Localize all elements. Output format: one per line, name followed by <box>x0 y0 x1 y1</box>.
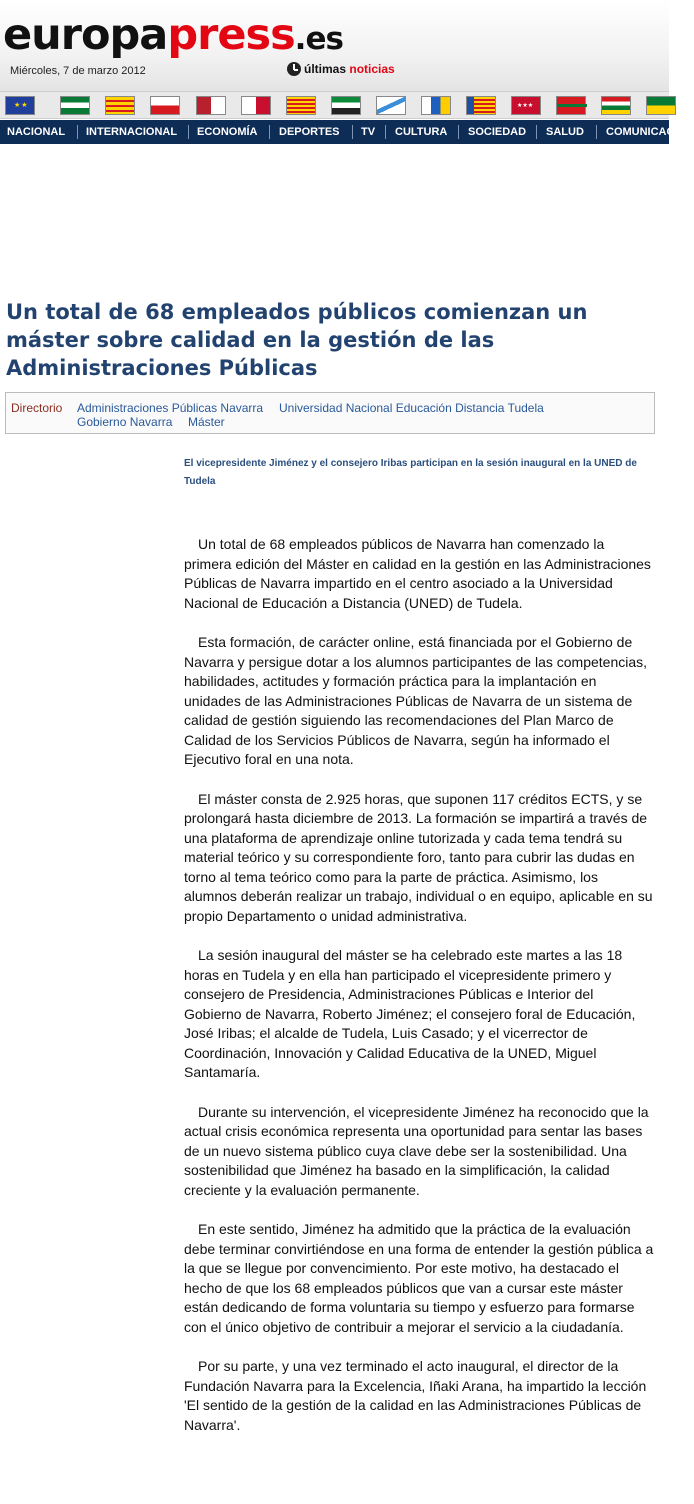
article-headline: Un total de 68 empleados públicos comienzan un máster sobre calidad en la gestión de las Administraciones Públicas <box>6 300 588 380</box>
current-date: Miércoles, 7 de marzo 2012 <box>10 65 146 77</box>
comunidad-valenciana-flag-icon[interactable] <box>466 96 496 115</box>
paragraph: Esta formación, de carácter online, está financiada por el Gobierno de Navarra y persigue dotar a los alumnos participantes de las competencias, habilidades, actitudes y formación práctica para la implantación en unidades de las Administraciones Públicas de Navarra de un sistema de calidad de gestión siguiendo las recomendaciones del Plan Marco de Calidad de los Servicios Públicos de Navarra, según ha informado el Ejecutivo foral en una nota. <box>184 634 648 767</box>
article-body <box>184 535 654 1455</box>
ultimas-noticias-link[interactable]: últimas noticias <box>287 62 395 76</box>
castilla-leon-flag-icon[interactable] <box>241 96 271 115</box>
madrid-flag-icon[interactable] <box>511 96 541 115</box>
directorio-link-gobierno-navarra[interactable]: Gobierno Navarra <box>77 415 173 429</box>
regions-flag-bar <box>0 92 669 119</box>
paragraph: Por su parte, y una vez terminado el acto inaugural, el director de la Fundación Navarra para la Excelencia, Iñaki Arana, ha impartido la lección 'El sentido de la gestión de la calidad en las Administraciones Públicas de Navarra'. <box>184 1358 647 1433</box>
nav-salud[interactable]: SALUD <box>546 126 584 138</box>
other-flag-icon[interactable] <box>646 96 676 115</box>
cantabria-flag-icon[interactable] <box>150 96 180 115</box>
nav-sociedad[interactable]: SOCIEDAD <box>468 126 527 138</box>
nav-comunicacion[interactable]: COMUNICACIÓN <box>606 126 694 138</box>
nav-tv[interactable]: TV <box>361 126 376 138</box>
eu-flag-icon[interactable] <box>5 96 35 115</box>
la-rioja-flag-icon[interactable] <box>601 96 631 115</box>
paragraph: La sesión inaugural del máster se ha celebrado este martes a las 18 horas en Tudela y en ella han participado el vicepresidente primero y consejero de Presidencia, Administraciones Públicas e Interior del Gobierno de Navarra, Roberto Jiménez; el consejero foral de Educación, José Iribas; el alcalde de Tudela, Luis Casado; y el vicerrector de Coordinación, Innovación y Calidad Educativa de la UNED, Miguel Santamaría. <box>184 947 636 1080</box>
paragraph: Durante su intervención, el vicepresidente Jiménez ha reconocido que la actual crisis económica representa una oportunidad para sentar las bases de un nuevo sistema público cuya clave debe ser la sostenibilidad. Una sostenibilidad que Jiménez ha basado en la simplificación, la calidad creciente y la evaluación permanente. <box>184 1103 649 1198</box>
cataluna-flag-icon[interactable] <box>286 96 316 115</box>
nav-economia[interactable]: ECONOMÍA <box>197 126 258 138</box>
paragraph: En este sentido, Jiménez ha admitido que la práctica de la evaluación debe terminar convirtiéndose en una forma de entender la gestión pública a la que se llegue por convencimiento. Por este motivo, ha destacado el hecho de que los 68 empleados públicos que van a cursar este máster están dedicando de forma voluntaria su tiempo y esfuerzo para formarse con el único objetivo de contribuir a mejorar el servicio a la ciudadanía. <box>184 1221 654 1335</box>
aragon-flag-icon[interactable] <box>105 96 135 115</box>
paragraph: El máster consta de 2.925 horas, que suponen 117 créditos ECTS, y se prolongará hasta diciembre de 2013. La formación se impartirá a través de una plataforma de aprendizaje online tutorizada y cada tema tendrá su material teórico y su correspondiente foro, tanto para cubrir las dudas en torno al tema teórico como para la parte de práctica. Asimismo, los alumnos deberán realizar un trabajo, individual o en equipo, aplicable en su propio Departamento o unidad administrativa. <box>184 790 653 924</box>
nav-cultura[interactable]: CULTURA <box>395 126 448 138</box>
paragraph: Un total de 68 empleados públicos de Navarra han comenzado la primera edición del Máster en calidad en la gestión en las Administraciones Públicas de Navarra impartido en el centro asociado a la Universidad Nacional de Educación a Distancia (UNED) de Tudela. <box>184 536 651 611</box>
extremadura-flag-icon[interactable] <box>331 96 361 115</box>
directorio-link-uned-tudela[interactable]: Universidad Nacional Educación Distancia Tudela <box>279 401 544 415</box>
article-subtitle: El vicepresidente Jiménez y el consejero Iribas participan en la sesión inaugural en la UNED de Tudela <box>184 458 637 487</box>
nav-deportes[interactable]: DEPORTES <box>279 126 340 138</box>
directorio-box <box>5 392 655 434</box>
directorio-label: Directorio <box>11 401 63 415</box>
andalucia-flag-icon[interactable] <box>60 96 90 115</box>
europapress-logo[interactable]: europapress.es <box>3 10 343 60</box>
canarias-flag-icon[interactable] <box>421 96 451 115</box>
nav-internacional[interactable]: INTERNACIONAL <box>86 126 178 138</box>
site-header <box>0 0 669 92</box>
nav-nacional[interactable]: NACIONAL <box>7 126 66 138</box>
main-nav <box>0 120 694 144</box>
pais-vasco-flag-icon[interactable] <box>556 96 586 115</box>
castilla-la-mancha-flag-icon[interactable] <box>196 96 226 115</box>
clock-icon <box>287 62 301 76</box>
galicia-flag-icon[interactable] <box>376 96 406 115</box>
directorio-link-administraciones[interactable]: Administraciones Públicas Navarra <box>77 401 264 415</box>
directorio-link-master[interactable]: Máster <box>188 415 225 429</box>
